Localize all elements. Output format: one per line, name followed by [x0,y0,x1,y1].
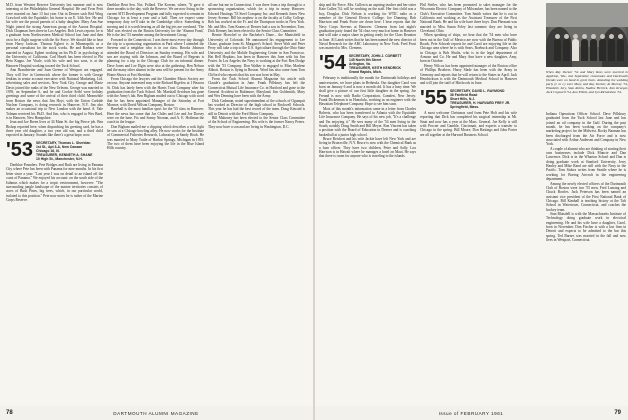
secretary-address: 145 North 5th Street [349,57,382,62]
class-year: '54 [319,51,347,74]
photo-person [554,39,561,61]
secretary-name: SECRETARY, DAVID L. RAYMOND [450,88,505,93]
photo-head [600,34,605,39]
photo-head [591,34,596,39]
secretary-name: SECRETARY, JOHN J. CORBETT [349,53,402,58]
photo-head [582,34,587,39]
secretary-city: Arlington, Va. [349,61,371,66]
photo-person [599,39,606,61]
treasurer-name: TREASURER, KEITH KENDRICK [349,66,402,71]
right-column-2 [420,3,517,137]
photo-person [590,39,597,61]
photo-person [563,39,570,61]
photo-person [617,39,624,61]
paragraph: Bruce Reichert and his wife Jackie have left New York and are living in Bronxville, N.Y. Bruce is now with the Chemical Bank as a loan officer. They have two children, Peter and Sally. Lou Harrison is in Hawaii where he manages a hotel on Maui. He says that there is room for anyone who is traveling to the islands. [319,137,416,159]
treasurer-address: Grand Rapids, Mich. [349,70,382,75]
issue-date: Issue of FEBRUARY 1961 [438,411,504,416]
paragraph: Dartblue Pounders. Pete Bridges and Ruth are living in Panama City where Pete has been with Panama for nine months. In his first letter since a year: "Last year I was on detail to an island off the coast of Panama." We enjoyed his account: on the south side of the Isthmus which makes for a tropic environment, however: "The surrounding jungle landscape of the marine territories consists of acres of Bush Pines, big trees, which, in our particular world, isolated to this position." Pete now notes he is rather of the Marine Corps Reserve. [6,163,103,202]
photo-head [609,34,614,39]
photo-head [618,34,623,39]
left-column-1 [6,3,103,202]
paragraph: ship and Air Force. Mrs. Cullen is an aspiring teacher and her sister Kate Cullen '54, will be working on the staff. Her first child was a boy, Douglas. Dick Nelson is working for WTIC radio as a member of the General Electric College. Joe Dunning, Bob Harrison and Frank Foote are down here. I hear reports that the Navy Corps Stevens at Hanover. Clemens from last night's graduation party found the '54 class very much at home in Hanover and will take a major share in getting ready for the Class Reunion in June. Al Lamb writes that he has been named the new director of Naval Research for the ARC Laboratory in New York. Fred Frost was married to Mrs. Clemens. [319,3,416,51]
paragraph: Henry Wilcox has been appointed manager of the Boston office of Phillips Brothers. Harry Slade has been with the Army in Germany and reports that he will return to the States in April. Jack Hendrickson is with the Dartmouth Medical School in Hanover and will join the staff of Hitchcock in June. [420,63,517,86]
left-column-3 [208,3,305,129]
paragraph: Forward to the Connecticut. I was there most every day through the trip to a sponsoring organization at Park where I attended the Stevens and a neighbor who is in our class. Brooks Johnson attended the Board of Directors on Sunday evening. His wife and son are staying with the Johnson, and the Board of Regents is planning for a trip to the Chicago Club for an informal dinner. Dave Jones and Lee Elgin were also at the gathering. Ben Nelson and the many other alumni in the area will be present for the Army Home Shows at Fort Sheridan. [107,37,204,77]
page-number: 78 [6,410,13,416]
photo-head [555,34,560,39]
class-year: '53 [6,138,34,161]
paragraph: Most of this month's information came in a letter from Charles Roberts, who has been transferred to Atlanta with the Equitable Life Insurance Company. He says of his new job, "It's a challenge and I'm enjoying it." He sees many of the '54 men living in the South, notably Doug Smith and Bill Meyer. Ron Vincent has taken a position with the Board of Education in Denver and is coaching basketball at a junior high school. [319,106,416,137]
photo-caption: When Ray Decker '54 and Mary Ross were married in Appleton, Wis., last September, classmates and Dartmouth friends were on hand to greet them. Attending the wedding party (l. to r.) were Mary and Ray Decker, Al Murray '54, Elizabeth Jury, Stan Robin, Nadine Herrick, Ken Krueger, Jack Cogswell '54, Ann Elliott, and Lyn Richardson '54. [546,70,628,95]
paragraph: Stan Blaisdell is with the Massachusetts Institute of Technology doing graduate work in electrical engineering. He and his wife have a daughter, Carol, born in November. Don Fischer is with a law firm in Detroit and expects to be admitted to the bar this spring. Ted Barnes was married in the fall and now lives in Westport, Connecticut. [546,211,626,242]
secretary-city: Chicago 16, Ill. [36,148,60,153]
paragraph: Phil Stetler, who has been promoted to sales manager for the Wisconsin Electric Company of Milwaukee, has been named to the Club's Executive Committee. Tom Smith writes that he is out in California and working as the Assistant Treasurer of the First National Bank. He and his wife have three boys. Dan Pheasant was married to Miss Susan Foley last summer; they are living in Cleveland, Ohio. [420,3,517,34]
class-header-54 [319,51,416,75]
paragraph: all one but me in Connecticut. I was there from a trip through to a sponsoring organization, which for a trip in many Hanover. Edward Hastings '53 Steel Company Inc. and Kenneth Jones New Jersey Avenue. Bill his nephew is on the faculty at Colby College. Bob has worked on the Ft. and the Thompson works in New York. Mr. and Mrs. Tom Kearns of Denver had a son in November, Tom. Dick Kenney has been elected to the Senior Class Committee. [208,3,305,34]
secretary-name: SECRETARY, Thomas L. Sheridan [36,140,91,145]
photo-head [564,34,569,39]
paragraph: Indiana Operations Officer School. Dave Pillsbury graduated from the Tuck School last June and has joined an oil company in the Gulf. During the past month, he has been working on the company's marketing project for the Midwest. Rocky Bauman has been discharged from the Air Force and is now associated with Arthur Andersen and Company in New York. [546,112,626,147]
magazine-title: DARTMOUTH ALUMNI MAGAZINE [113,411,199,416]
paragraph: Don Bigham mailed me a clipping which describes a rock fight he saw at a Chicago bowling alley. He now works for the Institute of Commercial Fisheries Research, Laboratory at Sandy Hook. He was married to Mary Tuttle of Harbor Springs, Michigan in 1955. The two of them have been enjoying the life in the Blue Island Hills country. [107,124,204,151]
paragraph: Dick Cashman, noted superintendent of the schools of Ogunquit has worked as Director of the high school in Rockwell Schools. This year he has had the best record of the team. Doug Kincaid is still in Detroit with the Ford Motor Company. [208,98,305,116]
photo-person [581,39,588,61]
paragraph: From Chicago the lawyers and the Chamber Music Society are on tour. Anyone interested may write Richard Bigelow at 1 Beacon St. Dick has lately been with the Harris Trust Company after his graduation from the Tuck School. Mr. Marshall Arvidson has gone with the Army's lab. Ben Bigham mailed out to Chicago with word that he has been appointed Manager of the Saturday at Fort Monroe, with David Wilson Company, Boston. [107,76,204,107]
paragraph: M.D. from Western Reserve University last summer and is now interning at the Philadelphia General Hospital. He and Yvon Petit were married on June 13 last year. Out in Denver such Red Wing Crawford with the Equitable; his home is on E. 34th Ave. He and his wife are the proud parents of a baby daughter. Mary Ann Sue Night joined the strong American group of the Aurora Hospital. Dick Chapman lives there in Los Angeles. Bob Lewis reports: he is a graduate from Northwestern Medical School last June and then on to be a flight surgeon with the Air Force. We should like to hear from Harry Jackson. Thomas Egbert is in Minneapolis as a personal consultant for the stock works. He and Barbara were married in August, Egbert working on his Ph.D. in psychology at the University of California. Carl Haselt has been elected to Phi Beta Kappa. Joe Vitale, with his wife and two sons, is at the Hanover Hospital working toward the Tuck School. [6,3,103,68]
wedding-photo [546,3,628,67]
photo-person [608,39,615,61]
paragraph: Jean and Joe Breen lives at 34 Main St. the big Pierce job. Ben Bishop reported here, when dispatching his greeting card, he has a three year old daughter, a two year old son, and a third child expected in January. Sounds like there's a great hope, now. [6,120,103,138]
secretary-address: 36 Fairfield Road [450,92,478,97]
secretary-city: Short Hills, N.J. [450,96,476,101]
treasurer-address: 10 High St., Manchester, N.H. [36,157,83,162]
paragraph: From the Tuck School Alumni Magazine his article with Claude's graduation in June. Frank Pillsbury has left the Connecticut Mutual Life Insurance Co. in Hartford and gone to the General Accident in Baltimore, Maryland. Jim Goldsmith, Mary and Wes Denning have been with the Army. [208,76,305,99]
treasurer-name: TREASURER, H. HARVARD FREY JR. [450,100,511,105]
paragraph: February is traditionally the month for Dartmouth holidays and anniversaries, we have plans in Bethesda. Our daughter Carol was born on January 6 and is now a month old. It has a busy time. We shall give a picture of our first little daughter in the spring. Joe Freund is now with Radio Corporation, Camden, New Jersey. Frank Dickerman is in Honolulu, working as an engineer with the Hawaiian Telephone Company. Hope to see him soon. [319,76,416,107]
treasurer-name: TREASURER, KENNETH A. SHANE [36,152,93,157]
paragraph: Bernie Horschel to the Bachelor's Dane... the Manisfield in University of Colorado. He announced his engagement to Lee Chase, graduate from St. Margaret's School. Steve Walt and Peter Perry will take a trip to the U.S. Agriculture through the Ohio State University and the Mobile Engineering Center in San Francisco. Hat Bell Hopkins, has been in Hanover this June with his Jim Foster. In Los Angeles the Navy is working at the Fort Ben Dodge with the '53 Company. Don Walker is engaged to Miss Marlene Abbott. Boston is flying in Boston. Word has also come from Tom Clifford who reports that his son was born in May. [208,33,305,77]
paragraph: A most welcome Christmas card from Pete Holt and his wife reporting that Dick has completed his surgical internship at Mt. Sinai and now has a year at the Mass. General. Joe Kelly is still with Procter and Gamble, Cincinnati, and expects a transfer to Chicago in the spring. Bill Moore, Don Hastings and John Porter are all together at the Harvard Business School. [420,111,517,137]
right-column-1 [319,3,416,159]
photo-person [572,39,579,61]
paragraph: Dartblue Bent Sen. Not. Pollard. The Korean, where, "It gave it three months to the day, with the Reserve. We are now living in the current SITI Development Program and fully expected to remain in Chicago for at least a year and a half. Then we expect some temporary duty we'll take in the Cambridge office. Something is moving and it is worth bearing as all the big jets are overhead. 'The Mid' was elected on the Boston University for the 'Alumni Fund,' He is the last '53 member among the Investment Group.' [107,3,204,38]
paragraph: Among the newly elected officers of the Dartmouth Club of Boston were two '55 men, Fred Lansing and Chuck Bowles. Jack Peterson has been named an assistant vice president of the First National Bank of Chicago. Bill Kimball is teaching history at the Taft School in Watertown, Connecticut, and coaches the hockey team. [546,181,626,212]
left-column-2 [107,3,204,151]
right-column-4 [546,112,626,242]
right-footer [321,409,621,419]
photo-sky [546,3,628,27]
paragraph: When speaking of ships, we hear that the '54 men who have been out in the Gulf of Mexico are now with the Bureau of Public Roads. Pete Schwab reports he and Carol are enjoying life in the Chicago area where he is with Sears, Roebuck and Company. Also in Chicago is Bob Shultz, who is in the legal department of Armour and Co. He and Mary Ann have a new daughter, Amy, born in October. [420,33,517,64]
class-header-55 [420,86,517,109]
treasurer-address: Springfield, Mass. [450,104,480,109]
page-number: 79 [614,410,621,416]
paragraph: Baseball is the most familiar sport for the '53 class in Hanover. Here the news has come that Joe Chiles and Lee and Joe Dorsey were on the base. Fix and Sonny Noonan, and A. E. Hoffman the coach in the league. [107,107,204,125]
paragraph: Bill Mahoney has been elected to the Senior Class Committee of the School of Engineering. His wife is the former Nancy Peters. They now have a son and are living in Washington, D.C. [208,115,305,129]
photo-head [573,34,578,39]
left-footer [6,409,306,419]
paragraph: A couple of alumni who are thinking of starting their own businesses include Dick Muncie and Dan Lawrence. Dick is in the Wharton School and Dan is doing graduate work at Stanford University. Jerry Hanley and Mike Rand are still with the Navy in the Pacific. Tom Stokes writes from Seattle where he is working for Boeing Aircraft in the engineering department. [546,146,626,182]
class-year: '55 [420,86,448,109]
left-page [0,0,313,406]
class-header-53 [6,138,103,162]
paragraph: Ann Brandstetter and Joan Greene of Westport are engaged. They will live in Greenwich where the former is with George Jenkins in senior account executive with National Marketing, Ltd. advertising sales and services, New York City. George and Marie Davis joined the ranks of the New Orleans. George was married in 1959, on September 6, and he and Cookie Seibl were holiday greetings and some of the arrival of their third child. Meanwhile from Boston the news that Jim Hoyt, with the Union Carbide Nuclear Company, is doing research in Hanover, N.Y. Jim also makes an occasional trip to New London with the band. A. Yale Tolman received his Ph.D. And Jim, who is engaged to Wes Bard, is in Hanover, New Hampshire. [6,68,103,120]
secretary-address: 1st St., Apt 3-A, New Canaan [36,144,83,149]
right-page [315,0,628,406]
